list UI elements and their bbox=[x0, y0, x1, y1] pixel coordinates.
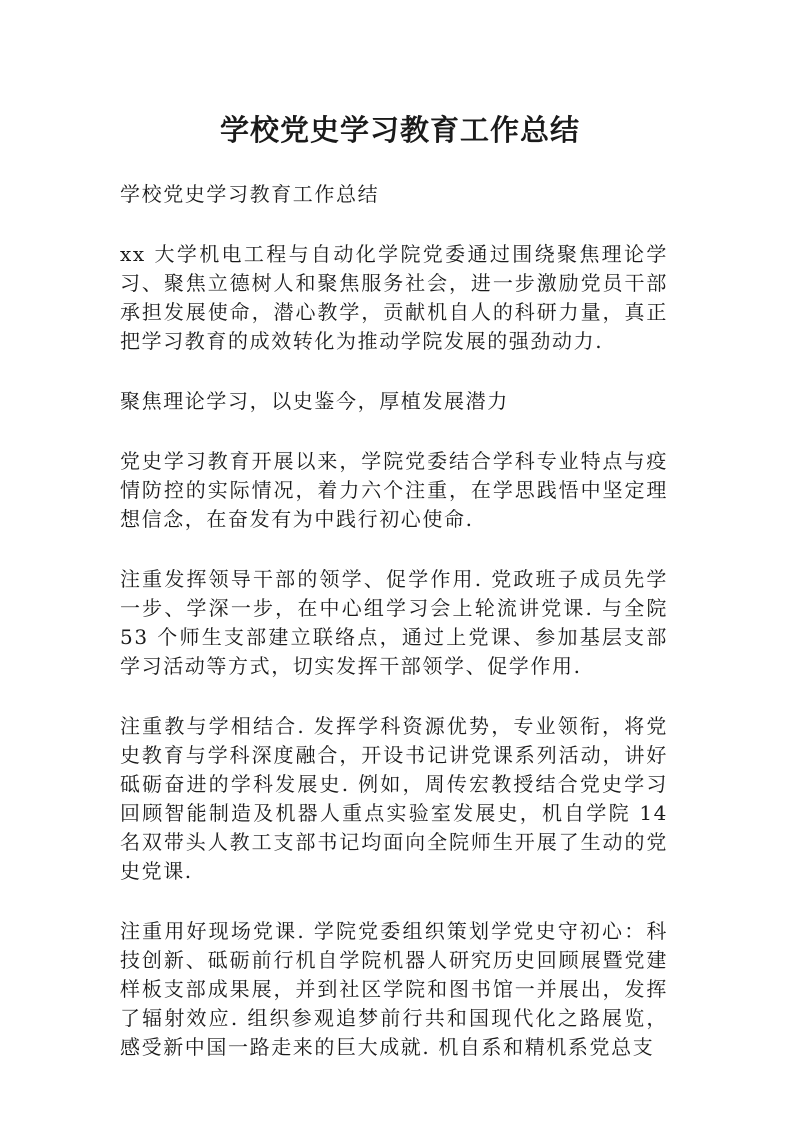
body-paragraph: 注重用好现场党课. 学院党委组织策划学党史守初心：科技创新、砥砺前行机自学院机器人研究历史回顾展暨党建样板支部成果展，并到社区学院和图书馆一并展出，发挥了辐射效应. 组织参观追梦前行共和国现代化之路展览，感受新中国一路走来的巨大成就. 机自系和精机系党总支 bbox=[120, 919, 668, 1059]
body-paragraph: 党史学习教育开展以来，学院党委结合学科专业特点与疫情防控的实际情况，着力六个注重，在学思践悟中坚定理想信念，在奋发有为中践行初心使命. bbox=[120, 449, 668, 531]
body-paragraph: 注重发挥领导干部的领学、促学作用. 党政班子成员先学一步、学深一步，在中心组学习会上轮流讲党课. 与全院 53 个师生支部建立联络点，通过上党课、参加基层支部学习活动等方式，切实发挥干部领学、促学作用. bbox=[120, 567, 668, 678]
section-heading: 聚焦理论学习，以史鉴今，厚植发展潜力 bbox=[120, 389, 509, 413]
document-title: 学校党史学习教育工作总结 bbox=[219, 113, 580, 147]
document-body bbox=[120, 180, 668, 1093]
body-paragraph: 注重教与学相结合. 发挥学科资源优势，专业领衔，将党史教育与学科深度融合，开设书记讲党课系列活动，讲好砥砺奋进的学科发展史. 例如，周传宏教授结合党史学习回顾智能制造及机器人重点实验室发展史，机自学院 14 名双带头人教工支部书记均面向全院师生开展了生动的党史党课. bbox=[120, 714, 668, 883]
intro-paragraph: xx 大学机电工程与自动化学院党委通过围绕聚焦理论学习、聚焦立德树人和聚焦服务社会，进一步激励党员干部承担发展使命，潜心教学，贡献机自人的科研力量，真正把学习教育的成效转化为推动学院发展的强劲动力. bbox=[120, 242, 668, 353]
subtitle-paragraph: 学校党史学习教育工作总结 bbox=[120, 182, 380, 206]
